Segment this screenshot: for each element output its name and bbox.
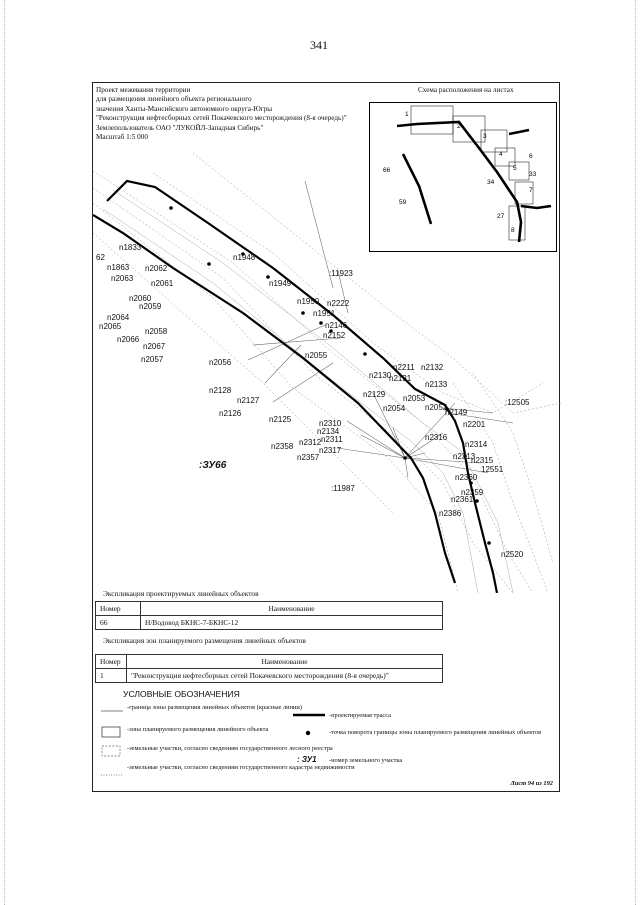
map-label: n2310 [319,419,342,428]
map-label: n2316 [425,433,448,442]
map-label: 12551 [481,465,504,474]
map-label: n2128 [209,386,232,395]
map-label: n2311 [321,435,343,444]
zone-boundary-swatch [101,726,123,738]
inset-label: 6 [529,153,533,160]
inset-label: 27 [497,213,505,220]
map-label: n2064 [107,313,130,322]
map-label: n2222 [327,299,350,308]
scan-edge-left [4,0,5,905]
map-label: n1833 [119,243,142,252]
map-label: n1951 [313,309,336,318]
map-label: n2211 [393,363,415,372]
map-label: n2386 [439,509,462,518]
map-label: n2313 [453,452,476,461]
map-label: n2317 [319,446,342,455]
map-label: n2134 [317,427,340,436]
table-row [96,669,443,683]
map-label: n1863 [107,263,130,272]
map-label: n2056 [209,358,232,367]
map-label: n2312 [299,438,322,447]
map-label: n1950 [297,297,320,306]
legend-title: УСЛОВНЫЕ ОБОЗНАЧЕНИЯ [123,689,240,699]
map-label: n2125 [269,415,292,424]
legend-route: -проектируемая трасса [329,712,392,719]
map-label: n2361 [451,495,474,504]
plot-label-zu66: :ЗУ66 [199,460,227,471]
map-label: n2057 [141,355,164,364]
table-header: Номер [96,602,141,616]
header-line: "Реконструкция нефтесборных сетей Покачевского месторождения (8-я очередь)" [96,114,347,123]
map-label: n2129 [363,390,386,399]
legend-cadastre: -земельные участки, согласно сведениям государственного кадастра недвижимости [127,764,355,771]
map-label: n2520 [501,550,524,559]
map-label: n2066 [117,335,140,344]
inset-label: 33 [529,171,537,178]
map-label: n2358 [271,442,294,451]
table-cell: "Реконструкция нефтесборных сетей Покачевского месторождения (8-я очередь)" [127,669,443,683]
table-cell: 1 [96,669,127,683]
zones-title: Экспликация зон планируемого размещения линейных объектов [103,636,306,645]
turn-point-swatch [303,728,313,738]
inset-title: Схема расположения на листах [418,86,514,94]
map-label: n2055 [305,351,328,360]
table-header: Наименование [127,655,443,669]
legend-turn-point: -точка поворота границы зоны планируемого размещения линейных объектов [329,729,542,736]
sheet-footer: Лист 94 из 192 [510,780,553,787]
map-label: n2052 [425,403,448,412]
header-line: Масштаб 1:5 000 [96,133,148,142]
forest-swatch [101,745,123,757]
zones-table [95,654,443,683]
map-label: n2065 [99,322,122,331]
map-label: n1948 [233,253,256,262]
inset-label: 1 [405,111,409,118]
map-label: n2062 [145,264,168,273]
location-inset [369,102,557,252]
legend-plot-number: -номер земельного участка [329,757,403,764]
map-label: :11987 [331,484,355,493]
table-header: Наименование [141,602,443,616]
inset-label: 3 [483,133,487,140]
map-label: n1949 [269,279,292,288]
legend-red-lines: -граница зоны размещения линейных объектов (красные линии) [127,704,302,711]
header-line: Землепользователь ОАО "ЛУКОЙЛ-Западная Сибирь" [96,123,264,132]
inset-label: 59 [399,199,407,206]
map-label: n2132 [421,363,444,372]
map-label: n2059 [139,302,162,311]
legend-zone-boundary: -зона планируемого размещения линейного объекта [127,726,269,733]
map-label: n2127 [237,396,260,405]
map-label: :11923 [329,269,353,278]
red-lines-swatch [101,705,123,717]
map-label: n2314 [465,440,488,449]
map-label: n2360 [455,473,478,482]
map-label: n2315 [471,456,494,465]
map-label: :12505 [505,398,530,407]
header-line: значения Ханты-Мансийского автономного округа-Югры [96,104,273,113]
map-label: n2146 [325,321,348,330]
map-sheet [92,82,560,792]
map-label: n2058 [145,327,168,336]
table-cell: 66 [96,616,141,630]
map-label: n2067 [143,342,166,351]
route-swatch [293,711,325,719]
table-header: Номер [96,655,127,669]
map-label: n2061 [151,279,174,288]
inset-label: 2 [457,123,461,130]
table-cell: Н/Водовод БКНС-7-БКНС-12 [141,616,443,630]
page-number: 341 [310,38,328,52]
linear-objects-table [95,601,443,630]
plot-number-sample: : ЗУ1 [297,755,317,764]
header-line: для размещения линейного объекта регионального [96,95,252,104]
map-label: n2126 [219,409,242,418]
map-label: n2130 [369,371,392,380]
map-label: n2149 [445,408,468,417]
map-label: n2359 [461,488,484,497]
map-label: 62 [96,253,105,262]
table-header-row [96,602,443,616]
inset-label: 8 [511,227,515,234]
inset-label: 66 [383,167,391,174]
cadastre-swatch [101,769,123,781]
table-header-row [96,655,443,669]
map-label: n2063 [111,274,134,283]
map-label: n2131 [389,374,412,383]
inset-label: 34 [487,179,495,186]
inset-label: 7 [529,187,533,194]
inset-label: 4 [499,151,503,158]
inset-label: 5 [513,165,517,172]
linear-objects-title: Экспликация проектируемых линейных объектов [103,589,259,598]
map-label: n2152 [323,331,346,340]
scan-edge-right [635,0,636,905]
map-label: n2054 [383,404,406,413]
map-label: n2133 [425,380,448,389]
table-row [96,616,443,630]
header-line: Проект межевания территории [96,86,191,94]
map-label: n2357 [297,453,320,462]
map-label: n2201 [463,420,486,429]
map-label: n2060 [129,294,152,303]
legend-forest: -земельные участки, согласно сведениям государственного лесного реестра [127,745,333,752]
map-label: n2053 [403,394,426,403]
